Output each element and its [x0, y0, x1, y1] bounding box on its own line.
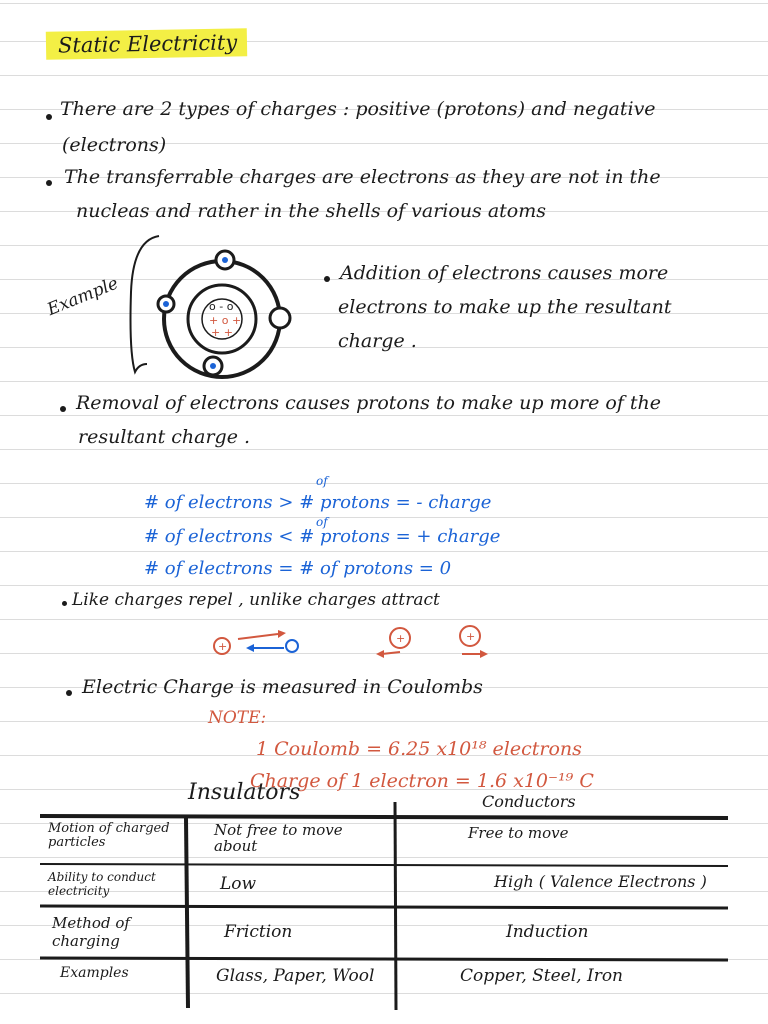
electron-left-dot [163, 301, 169, 307]
electron-charge-note: Charge of 1 electron = 1.6 x10⁻¹⁹ C [250, 770, 594, 792]
note-line: There are 2 types of charges : positive (protons) and negative [60, 98, 656, 120]
charge-interaction-diagram [200, 624, 510, 668]
note-line: resultant charge . [78, 426, 251, 448]
note-line: charge . [338, 330, 417, 352]
insulator-cell: Low [220, 874, 257, 894]
electron-top-dot [222, 257, 228, 263]
bullet-dot [60, 406, 66, 412]
page-title: Static Electricity [46, 28, 248, 60]
nucleus-proton-marks-2: + + [211, 326, 233, 339]
note-line: Electric Charge is measured in Coulombs [82, 676, 483, 698]
example-bracket [131, 236, 160, 372]
bullet-dot [324, 276, 330, 282]
conductor-cell: Free to move [468, 824, 569, 842]
row-label: Ability to conduct electricity [48, 870, 156, 898]
of-mark: of [316, 515, 328, 529]
bullet-dot [46, 180, 52, 186]
electron-bottom-dot [210, 363, 216, 369]
conductor-cell: Induction [506, 922, 589, 942]
row-label: Examples [60, 965, 129, 981]
charge-rule: # of electrons < # protons = + charge [144, 526, 501, 547]
table-header-conductors: Conductors [482, 792, 576, 811]
conductor-cell: High ( Valence Electrons ) [494, 872, 707, 891]
insulator-cell: Friction [224, 922, 293, 942]
note-line: electrons to make up the resultant [338, 296, 672, 318]
svg-text:+: + [466, 630, 476, 643]
conductor-cell: Copper, Steel, Iron [460, 966, 624, 986]
svg-text:+: + [218, 640, 228, 653]
note-line: nucleas and rather in the shells of various atoms [76, 200, 547, 222]
row-label: Motion of charged particles [48, 821, 170, 850]
note-line: Like charges repel , unlike charges attract [72, 590, 440, 610]
note-line: (electrons) [62, 134, 167, 156]
insulator-cell: Not free to move about [214, 821, 343, 855]
electron-right [270, 308, 290, 328]
bullet-dot [46, 114, 52, 120]
table-header-insulators: Insulators [188, 780, 301, 805]
bullet-dot [62, 601, 67, 606]
negative-charge-icon [286, 640, 298, 652]
charge-rule: # of electrons > # protons = - charge [144, 492, 492, 513]
row-label: Method of charging [52, 914, 130, 950]
example-label: Example [44, 273, 122, 320]
of-mark: of [316, 474, 328, 488]
coulomb-note: 1 Coulomb = 6.25 x10¹⁸ electrons [256, 738, 582, 760]
nucleus-proton-marks: + o + [209, 314, 242, 327]
note-line: Addition of electrons causes more [340, 262, 669, 284]
note-line: The transferrable charges are electrons as they are not in the [64, 166, 661, 188]
charge-rule: # of electrons = # of protons = 0 [144, 558, 452, 579]
bullet-dot [66, 690, 72, 696]
insulator-cell: Glass, Paper, Wool [216, 966, 375, 986]
note-heading: NOTE: [208, 708, 267, 728]
nucleus-neutral-marks: o - o [209, 300, 234, 313]
atom-diagram [125, 232, 315, 382]
note-line: Removal of electrons causes protons to make up more of the [76, 392, 662, 414]
svg-text:+: + [396, 632, 406, 645]
